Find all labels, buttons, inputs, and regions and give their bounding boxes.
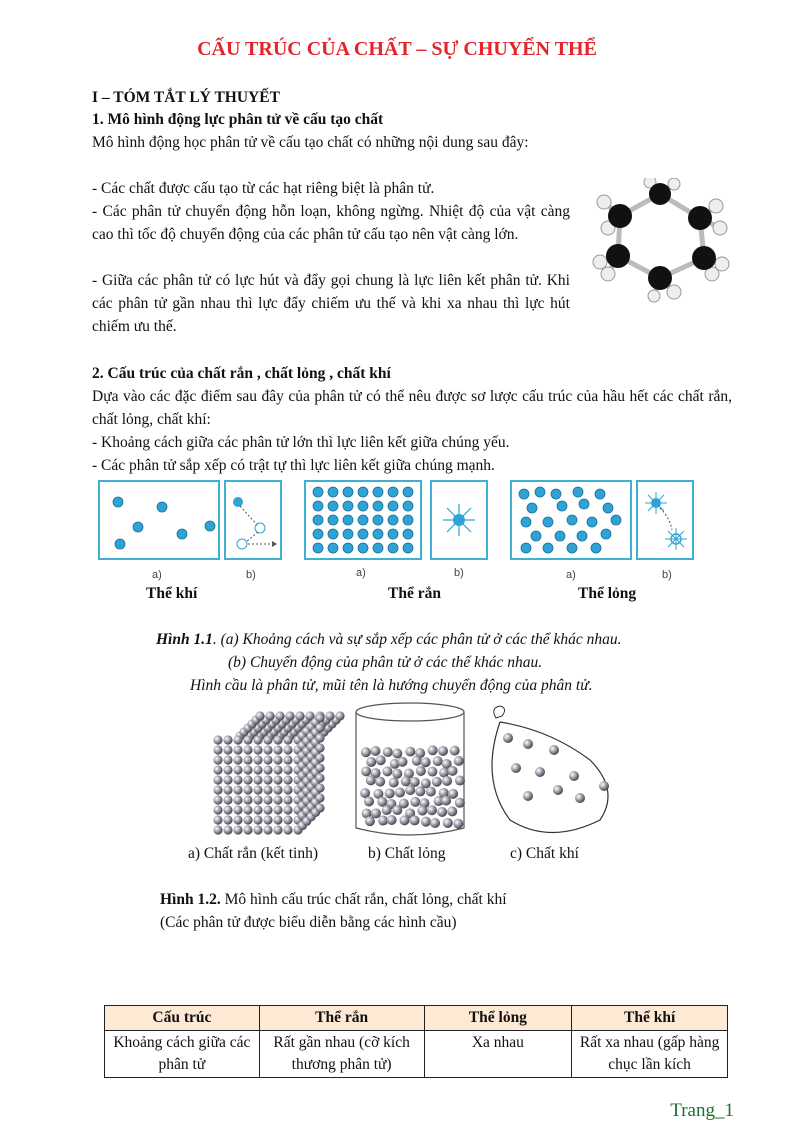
liquid-sub-a: a) (566, 569, 576, 581)
gas-sub-b: b) (246, 569, 256, 581)
solid-sub-b: b) (454, 567, 464, 579)
figure-1-2-label-a: a) Chất rắn (kết tinh) (188, 845, 318, 862)
structure-comparison-table (104, 1005, 728, 1078)
figure-1-1-caption-text: . (a) Khoảng cách và sự sắp xếp các phân tử ở các thể khác nhau. (212, 631, 622, 648)
figure-1-2-image (210, 700, 620, 842)
solid-distance-box (304, 480, 422, 560)
figure-1-2-caption-line2: (Các phân tử được biểu diễn bằng các hình cầu) (160, 914, 457, 931)
paragraph-6: - Khoảng cách giữa các phân tử lớn thì lực liên kết giữa chúng yếu. (92, 434, 510, 451)
figure-1-2-caption-text: Mô hình cấu trúc chất rắn, chất lỏng, chất khí (220, 891, 507, 908)
subsection-2-heading: 2. Cấu trúc của chất rắn , chất lỏng , chất khí (92, 365, 391, 382)
gas-motion-image (226, 482, 280, 558)
table-cell: Rất xa nhau (gấp hàng chục lần kích (572, 1031, 728, 1078)
page-number: Trang_1 (670, 1100, 734, 1121)
table-row (105, 1031, 728, 1078)
figure-1-2-caption (160, 891, 507, 909)
liquid-motion-image (638, 482, 692, 558)
page-title: CẤU TRÚC CỦA CHẤT – SỰ CHUYỂN THỂ (197, 38, 597, 60)
solid-motion-box (430, 480, 488, 560)
subsection-1-heading: 1. Mô hình động lực phân tử về cấu tạo chất (92, 111, 384, 128)
figure-1-2-label-b: b) Chất lỏng (368, 845, 446, 862)
table-cell: Xa nhau (424, 1031, 572, 1078)
paragraph-1: Mô hình động học phân tử về cấu tạo chất có những nội dung sau đây: (92, 134, 529, 151)
paragraph-2: - Các chất được cấu tạo từ các hạt riêng biệt là phân tử. (92, 180, 435, 197)
paragraph-7: - Các phân tử sắp xếp có trật tự thì lực liên kết giữa chúng mạnh. (92, 457, 495, 474)
figure-1-1-caption-line3: Hình cầu là phân tử, mũi tên là hướng chuyển động của phân tử. (190, 677, 593, 694)
section-heading: I – TÓM TẮT LÝ THUYẾT (92, 89, 280, 106)
liquid-motion-box (636, 480, 694, 560)
liquid-distance-box (510, 480, 632, 560)
solid-vibration-image (432, 482, 486, 558)
paragraph-4: - Giữa các phân tử có lực hút và đẩy gọi chung là lực liên kết phân tử. Khi các phân tử gần nhau thì lực đẩy chiếm ưu thế và khi xa nhau thì lực hút chiếm ưu thế. (92, 272, 570, 335)
gas-motion-box (224, 480, 282, 560)
cyclohexane-molecule-image (588, 178, 732, 303)
state-liquid-label: Thể lỏng (578, 585, 637, 602)
figure-1-1-caption-label: Hình 1.1 (156, 631, 213, 648)
figure-1-2-caption-label: Hình 1.2. (160, 891, 221, 908)
solid-sub-a: a) (356, 567, 366, 579)
paragraph-3: - Các phân tử chuyển động hỗn loạn, không ngừng. Nhiệt độ của vật càng cao thì tốc độ chuyển động của các phân tử cấu tạo nên vật càng lớn. (92, 203, 570, 243)
figure-1-1-caption-line2: (b) Chuyển động của phân tử ở các thể khác nhau. (228, 654, 543, 671)
table-header-cell: Cấu trúc (105, 1006, 260, 1031)
table-cell: Khoảng cách giữa các phân tử (105, 1031, 260, 1078)
solid-molecules-image (306, 482, 420, 558)
table-cell: Rất gần nhau (cỡ kích thương phân tử) (259, 1031, 424, 1078)
liquid-sub-b: b) (662, 569, 672, 581)
gas-distance-box (98, 480, 220, 560)
liquid-molecules-image (512, 482, 630, 558)
table-header-row (105, 1006, 728, 1031)
figure-1-2-label-c: c) Chất khí (510, 845, 579, 862)
table-header-cell: Thể lỏng (424, 1006, 572, 1031)
gas-sub-a: a) (152, 569, 162, 581)
table-header-cell: Thể rắn (259, 1006, 424, 1031)
state-gas-label: Thể khí (146, 585, 198, 602)
gas-molecules-image (100, 482, 218, 558)
figure-1-1-caption-line1 (156, 631, 622, 649)
table-header-cell: Thể khí (572, 1006, 728, 1031)
state-solid-label: Thể rắn (388, 585, 441, 602)
paragraph-5: Dựa vào các đặc điểm sau đây của phân tử có thể nêu được sơ lược cấu trúc của hầu hết các chất rắn, chất lỏng, chất khí: (92, 388, 732, 428)
